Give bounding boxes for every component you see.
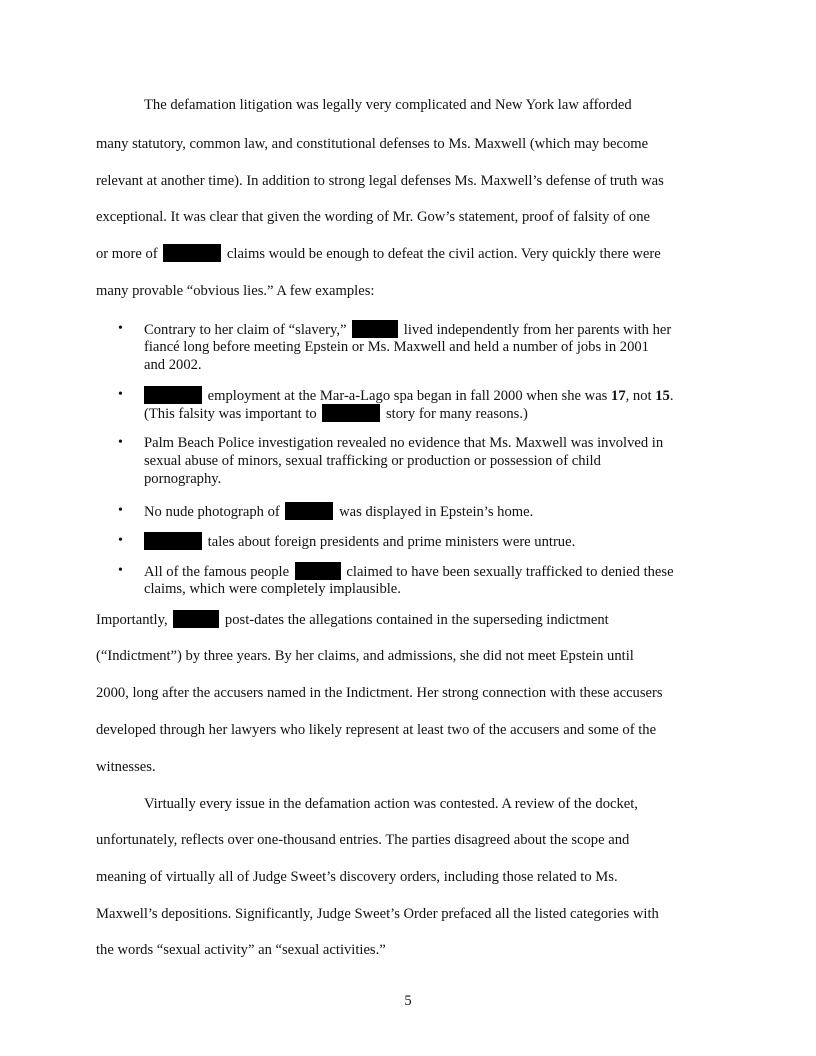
bullet-1-line-1 <box>144 320 671 339</box>
bullet-2-line-1 <box>144 386 673 405</box>
paragraph-3-line-3: meaning of virtually all of Judge Sweet’s discovery orders, including those related to Ms. <box>96 869 618 885</box>
paragraph-2-line-5: witnesses. <box>96 759 156 775</box>
bullet-6-line-1 <box>144 562 674 581</box>
paragraph-1-line-3: relevant at another time). In addition to strong legal defenses Ms. Maxwell’s defense of truth was <box>96 173 664 189</box>
redaction-block <box>285 502 333 520</box>
bullet-icon: • <box>118 503 123 518</box>
paragraph-1-line-4: exceptional. It was clear that given the wording of Mr. Gow’s statement, proof of falsity of one <box>96 209 651 225</box>
paragraph-3-line-1: Virtually every issue in the defamation action was contested. A review of the docket, <box>144 796 638 812</box>
bullet-3-line-3: pornography. <box>144 471 222 487</box>
bullet-1-line-3: and 2002. <box>144 357 202 373</box>
bullet-3-line-1: Palm Beach Police investigation revealed no evidence that Ms. Maxwell was involved in <box>144 435 664 451</box>
bullet-icon: • <box>118 435 123 450</box>
age-value: 17 <box>611 388 626 404</box>
text: , not <box>625 388 652 404</box>
redaction-block <box>144 532 202 550</box>
redaction-block <box>173 610 219 628</box>
text: post-dates the allegations contained in the superseding indictment <box>224 612 609 628</box>
text: claims would be enough to defeat the civil action. Very quickly there were <box>226 246 661 262</box>
paragraph-1-line-1: The defamation litigation was legally very complicated and New York law afforded <box>144 97 632 113</box>
paragraph-1-line-5 <box>96 244 661 263</box>
paragraph-3-line-2: unfortunately, reflects over one-thousand entries. The parties disagreed about the scope and <box>96 832 630 848</box>
bullet-2-line-2 <box>144 404 528 423</box>
text: was displayed in Epstein’s home. <box>339 504 534 520</box>
bullet-6-line-2: claims, which were completely implausible. <box>144 581 401 597</box>
paragraph-2-line-3: 2000, long after the accusers named in the Indictment. Her strong connection with these accusers <box>96 685 663 701</box>
paragraph-2-line-4: developed through her lawyers who likely represent at least two of the accusers and some of the <box>96 722 657 738</box>
bullet-icon: • <box>118 387 123 402</box>
bullet-5-line-1 <box>144 532 575 551</box>
bullet-icon: • <box>118 533 123 548</box>
paragraph-2-line-2: (“Indictment”) by three years. By her claims, and admissions, she did not meet Epstein until <box>96 648 634 664</box>
text: Importantly, <box>96 612 168 628</box>
bullet-3-line-2: sexual abuse of minors, sexual trafficking or production or possession of child <box>144 453 601 469</box>
redaction-block <box>144 386 202 404</box>
paragraph-3-line-5: the words “sexual activity” an “sexual activities.” <box>96 942 386 958</box>
bullet-1-line-2: fiancé long before meeting Epstein or Ms. Maxwell and held a number of jobs in 2001 <box>144 339 649 355</box>
text: Contrary to her claim of “slavery,” <box>144 322 347 338</box>
text: tales about foreign presidents and prime ministers were untrue. <box>207 534 576 550</box>
text: No nude photograph of <box>144 504 280 520</box>
text: . <box>669 388 674 404</box>
bullet-icon: • <box>118 321 123 336</box>
redaction-block <box>322 404 380 422</box>
text: or more of <box>96 246 158 262</box>
paragraph-3-line-4: Maxwell’s depositions. Significantly, Judge Sweet’s Order prefaced all the listed categories with <box>96 906 659 922</box>
bullet-icon: • <box>118 563 123 578</box>
paragraph-2-line-1 <box>96 610 609 629</box>
redaction-block <box>295 562 341 580</box>
text: employment at the Mar-a-Lago spa began in fall 2000 when she was <box>207 388 608 404</box>
redaction-block <box>163 244 221 262</box>
text: lived independently from her parents with her <box>403 322 672 338</box>
text: All of the famous people <box>144 564 290 580</box>
paragraph-1-line-2: many statutory, common law, and constitutional defenses to Ms. Maxwell (which may become <box>96 136 649 152</box>
page-number: 5 <box>404 993 412 1009</box>
bullet-4-line-1 <box>144 502 533 521</box>
text: claimed to have been sexually trafficked to denied these <box>346 564 674 580</box>
paragraph-1-line-6: many provable “obvious lies.” A few examples: <box>96 283 375 299</box>
age-value: 15 <box>655 388 670 404</box>
text: (This falsity was important to <box>144 406 317 422</box>
text: story for many reasons.) <box>385 406 528 422</box>
redaction-block <box>352 320 398 338</box>
